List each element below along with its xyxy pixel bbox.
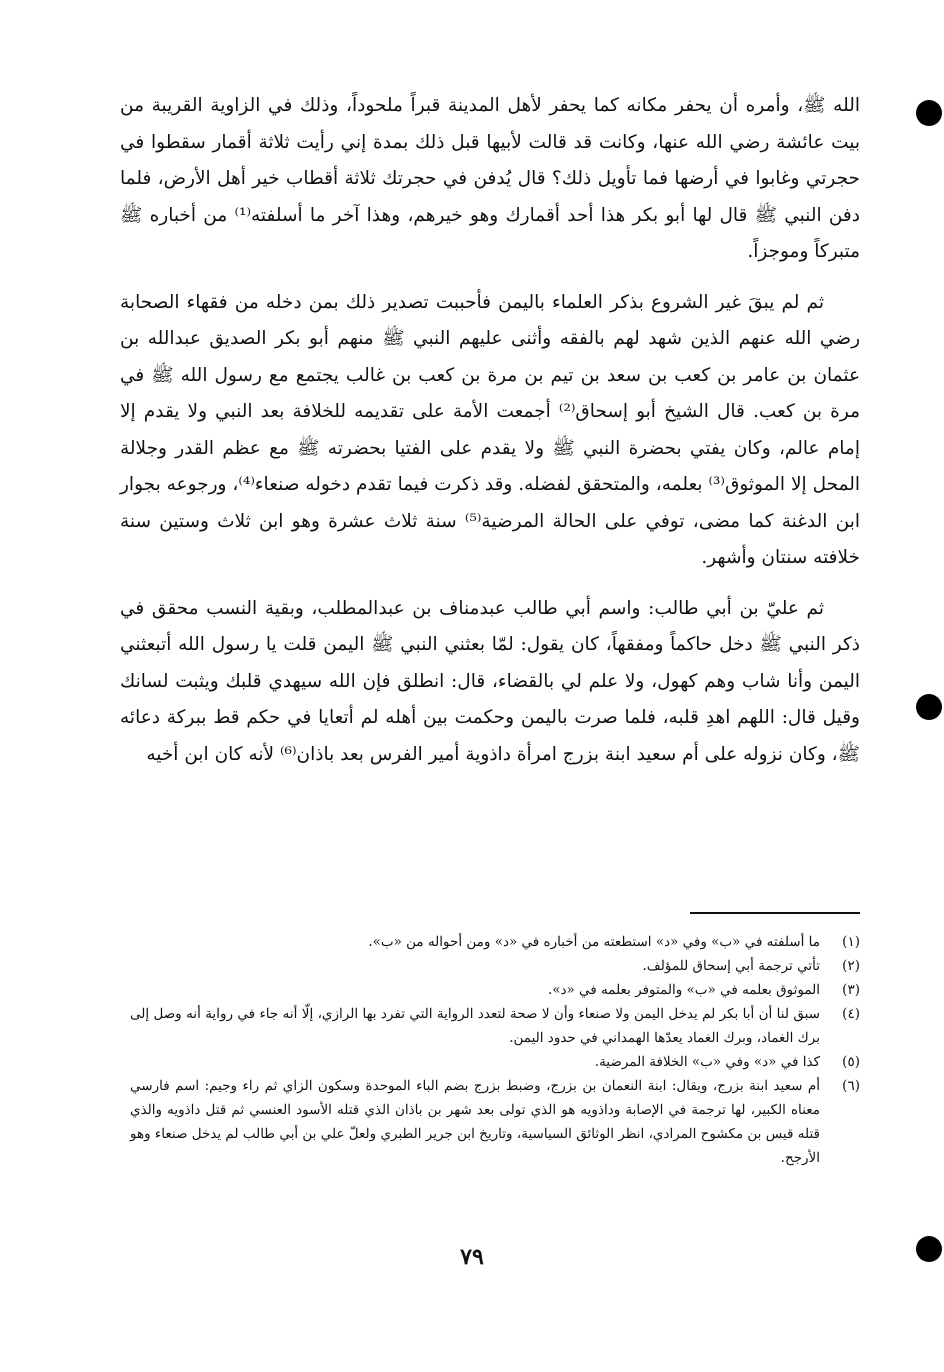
footnote-number: (١): [842, 934, 860, 950]
margin-dot-marker: [916, 1236, 942, 1262]
footnote-text: ما أسلفته في «ب» وفي «د» استطعته من أخباره في «د» ومن أحواله من «ب».: [368, 934, 820, 950]
footnote-number: (٢): [842, 958, 860, 974]
footnote-number: (٣): [842, 982, 860, 998]
footnote-number: (٦): [842, 1078, 860, 1094]
paragraph: ثم لم يبقَ غير الشروع بذكر العلماء باليمن فأحببت تصدير ذلك بمن دخله من فقهاء الصحابة رضي الله عنهم الذين شهد لهم بالفقه وأثنى عليهم النبي ﷺ منهم أبو بكر الصديق عبدالله بن عثمان بن عامر بن كعب بن سعد بن تيم بن مرة بن كعب بن غالب يجتمع مع رسول الله ﷺ في مرة بن كعب. قال الشيخ أبو إسحاق⁽²⁾ أجمعت الأمة على تقديمه للخلافة بعد النبي ولا يقدم إلا إمام عالم، وكان يفتي بحضرة النبي ﷺ ولا يقدم على الفتيا بحضرته ﷺ مع عظم القدر وجلالة المحل إلا الموثوق⁽³⁾ بعلمه، والمتحقق لفضله. وقد ذكرت فيما تقدم دخوله صنعاء⁽⁴⁾، ورجوعه بجوار ابن الدغنة كما مضى، توفي على الحالة المرضية⁽⁵⁾ سنة ثلاث عشرة وهو ابن ثلاث وستين سنة خلافته سنتان وأشهر.: [120, 291, 860, 568]
footnote-text: أم سعيد ابنة بزرج، ويقال: ابنة النعمان بن بزرج، وضبط بزرج بضم الباء الموحدة وسكون الزاي ثم راء وجيم: اسم فارسي معناه الكبير، لها ترجمة في الإصابة وداذويه هو الذي تولى بعد شهر بن باذان الذي قتله الأسود العنسي ثم قتل داذويه والذي قتله قيس بن مكشوح المرادي، انظر الوثائق السياسية، وتاريخ ابن جرير الطبري ولعلّ علي بن أبي طالب لم يدخل صنعاء وهو الأرجح.: [130, 1078, 820, 1166]
footnote: [130, 930, 860, 954]
footnote: [130, 1002, 860, 1050]
footnotes: [130, 930, 860, 1170]
footnote-number: (٤): [842, 1006, 860, 1022]
footnote: [130, 1074, 860, 1170]
margin-dot-marker: [916, 100, 942, 126]
margin-dot-marker: [916, 694, 942, 720]
footnote-text: سبق لنا أن أبا بكر لم يدخل اليمن ولا صنعاء وأن لا صحة لتعدد الرواية التي تفرد بها الرازي، إلّا أنه جاء في رواية أنه وصل إلى برك الغماد، وبرك الغماد يعدّها الهمداني في حدود اليمن.: [130, 1006, 820, 1046]
footnote-text: تأتي ترجمة أبي إسحاق للمؤلف.: [642, 958, 820, 974]
page-number: ٧٩: [460, 1244, 484, 1270]
footnote-text: الموثوق بعلمه في «ب» والمتوفر بعلمه في «د».: [547, 982, 820, 998]
footnote-separator: [690, 912, 860, 914]
footnote-number: (٥): [842, 1054, 860, 1070]
footnote-text: كذا في «د» وفي «ب» الخلافة المرضية.: [594, 1054, 820, 1070]
footnote: [130, 978, 860, 1002]
main-text: [120, 88, 860, 773]
footnote: [130, 1050, 860, 1074]
paragraph: الله ﷺ، وأمره أن يحفر مكانه كما يحفر لأهل المدينة قبراً ملحوداً، وذلك في الزاوية القريبة من بيت عائشة رضي الله عنها، وكانت قد قالت لأبيها قبل ذلك بمدة إني رأيت ثلاثة أقمار سقطوا في حجرتي وغابوا في أرضها فما تأويل ذلك؟ قال يُدفن في حجرتك ثلاثة أقطاب خير أهل الأرض، فلما دفن النبي ﷺ قال لها أبو بكر هذا أحد أقمارك وهو خيرهم، وهذا آخر ما أسلفته⁽¹⁾ من أخباره ﷺ متبركاً وموجزاً.: [120, 95, 860, 262]
footnote: [130, 954, 860, 978]
paragraph: ثم عليّ بن أبي طالب: واسم أبي طالب عبدمناف بن عبدالمطلب، وبقية النسب محقق في ذكر النبي ﷺ دخل حاكماً ومفقهاً، كان يقول: لمّا بعثني النبي ﷺ اليمن قلت يا رسول الله أتبعثني اليمن وأنا شاب وهم كهول، ولا علم لي بالقضاء، قال: انطلق فإن الله سيهدي قلبك ويثبت لسانك وقيل قال: اللهم اهدِ قلبه، فلما صرت باليمن وحكمت بين أهله لم أتعايا في حكم قط ببركة دعائه ﷺ، وكان نزوله على أم سعيد ابنة بزرج امرأة داذوية أمير الفرس بعد باذان⁽⁶⁾ لأنه كان ابن أخيه: [120, 597, 860, 765]
